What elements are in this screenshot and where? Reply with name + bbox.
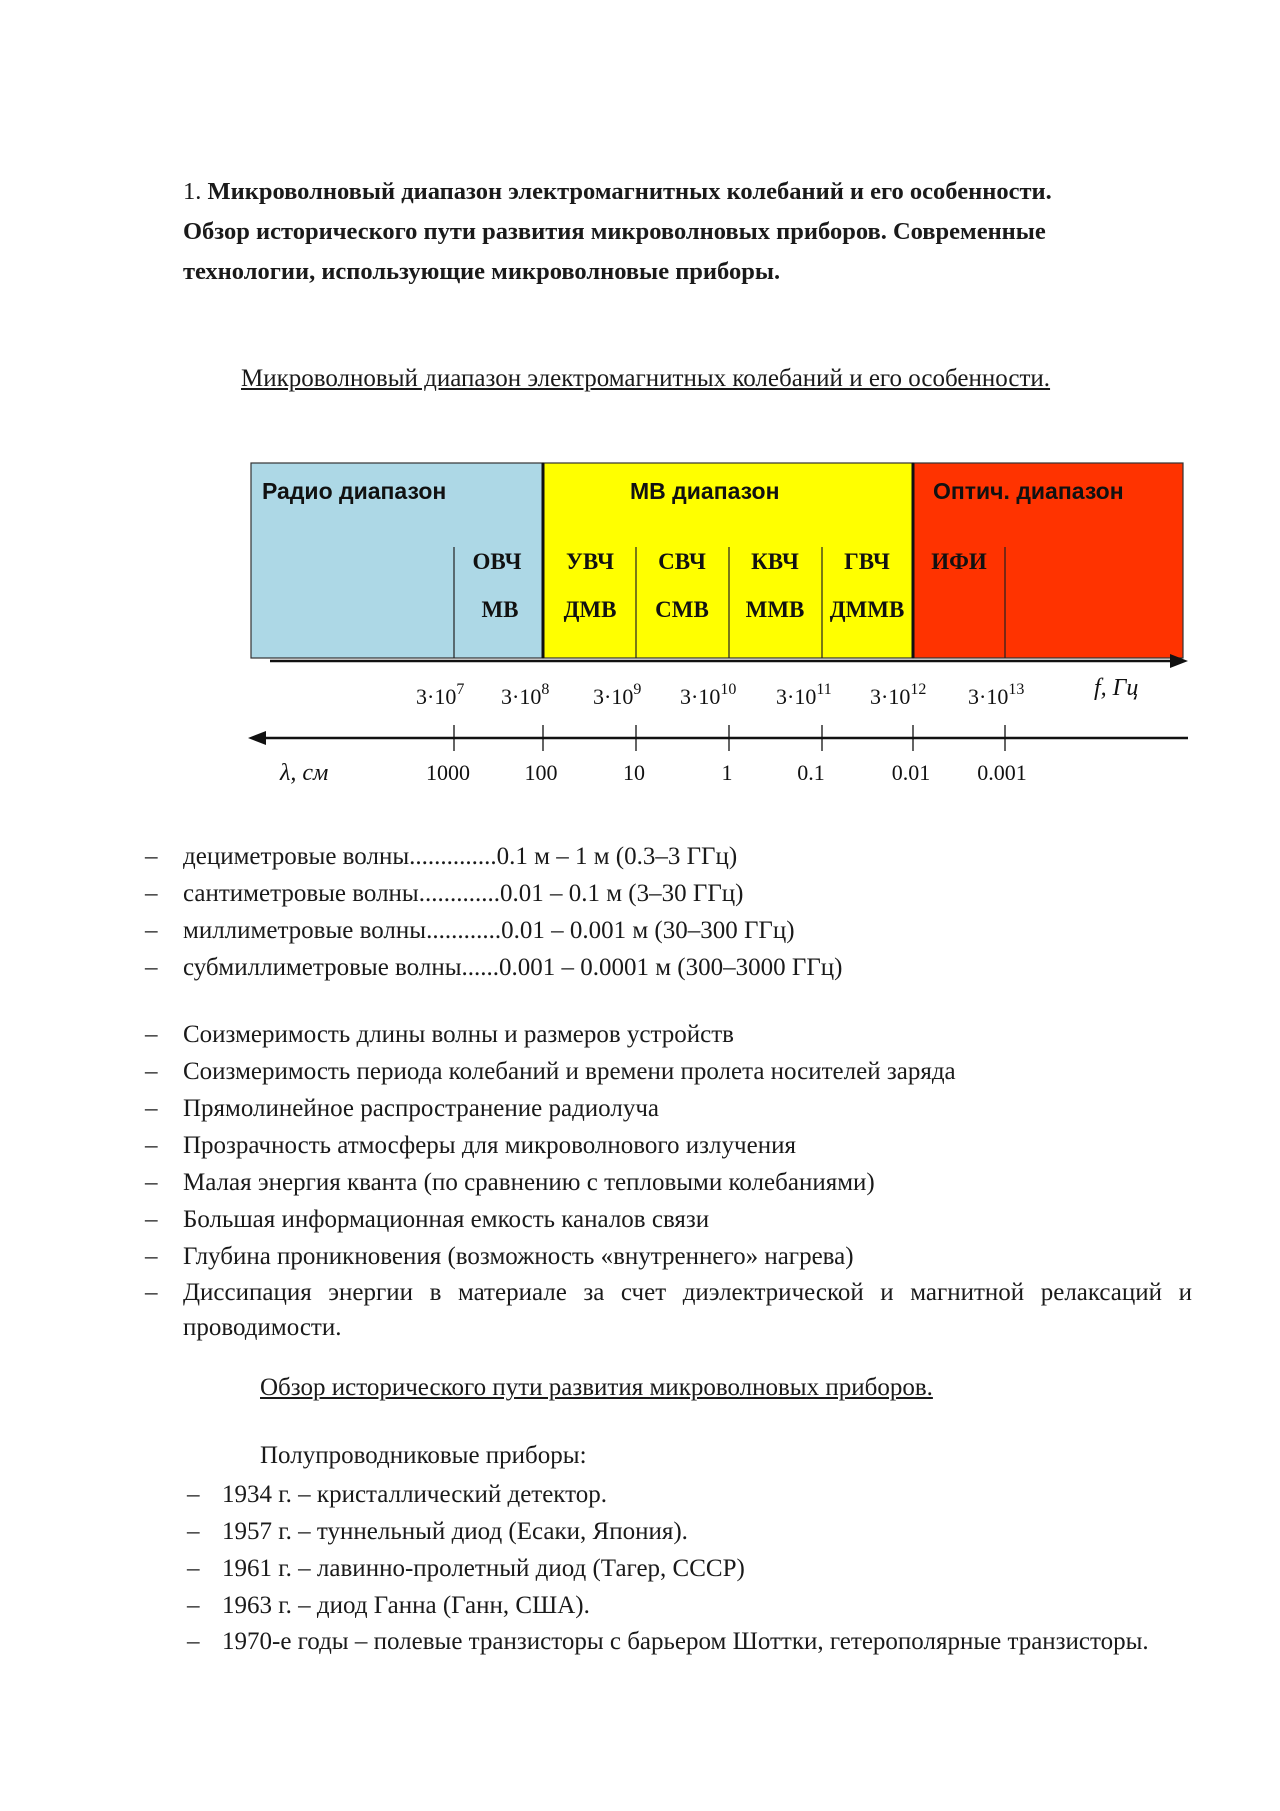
heading-title: Микроволновый диапазон электромагнитных колебаний и его особенности. Обзор исторического пути развития микроволновых приборов. Современные технологии, использующие микроволновые приборы. xyxy=(183,178,1052,285)
band-label-radio: Радио диапазон xyxy=(262,478,447,504)
freq-tick-5: $3\cdot 10^{11}$ xyxy=(776,681,832,709)
wave-tick-7: 0.001 xyxy=(977,760,1027,785)
list-item: – Глубина проникновения (возможность «внутреннего» нагрева) xyxy=(145,1243,854,1270)
band-label-microwave: МВ диапазон xyxy=(630,478,780,504)
history-list xyxy=(187,1476,1192,1659)
section-heading xyxy=(183,172,1103,292)
list-item: – 1963 г. – диод Ганна (Ганн, США). xyxy=(187,1592,590,1619)
subsection-title-microwave-range: Микроволновый диапазон электромагнитных колебаний и его особенности. xyxy=(241,365,1051,392)
semiconductor-intro: Полупроводниковые приборы: xyxy=(260,1442,587,1469)
list-item: – миллиметровые волны............0.01 – 0.001 м (30–300 ГГц) xyxy=(145,917,795,944)
list-item: – Соизмеримость периода колебаний и времени пролета носителей заряда xyxy=(145,1058,956,1085)
frequency-spectrum-diagram xyxy=(240,455,1200,795)
wave-tick-2: 100 xyxy=(524,760,558,785)
subband-bottom-dmmv: ДММВ xyxy=(829,597,905,622)
subband-bottom-smv: СМВ xyxy=(655,597,709,622)
list-item: – 1961 г. – лавинно-пролетный диод (Тагер, СССР) xyxy=(187,1555,745,1582)
subband-top-ifi: ИФИ xyxy=(931,549,987,574)
features-list xyxy=(145,1016,1192,1345)
freq-tick-3: $3\cdot 10^9$ xyxy=(593,681,642,709)
list-item: – сантиметровые волны.............0.01 – 0.1 м (3–30 ГГц) xyxy=(145,880,744,907)
list-item: – дециметровые волны..............0.1 м – 1 м (0.3–3 ГГц) xyxy=(145,843,738,870)
wave-tick-5: 0.1 xyxy=(797,760,825,785)
wave-tick-4: 1 xyxy=(721,760,733,785)
list-item: – Малая энергия кванта (по сравнению с тепловыми колебаниями) xyxy=(145,1169,875,1196)
subband-top-uvch: УВЧ xyxy=(566,549,614,574)
subband-top-gvch: ГВЧ xyxy=(844,549,890,574)
list-item: – 1957 г. – туннельный диод (Есаки, Япония). xyxy=(187,1518,688,1545)
freq-tick-1: $3\cdot 10^7$ xyxy=(416,681,465,709)
list-item: – Большая информационная емкость каналов связи xyxy=(145,1206,710,1233)
wave-tick-1: 1000 xyxy=(426,760,470,785)
list-item: – 1934 г. – кристаллический детектор. xyxy=(187,1481,607,1508)
heading-number: 1. xyxy=(183,178,202,205)
subband-top-kvch: КВЧ xyxy=(751,549,799,574)
list-item: – Диссипация энергии в материале за счет диэлектрической и магнитной релаксаций и проводимости. xyxy=(145,1279,1192,1341)
subband-bottom-dmv: ДМВ xyxy=(563,597,617,622)
list-item: – Соизмеримость длины волны и размеров устройств xyxy=(145,1021,734,1048)
list-item: – субмиллиметровые волны......0.001 – 0.0001 м (300–3000 ГГц) xyxy=(145,954,843,981)
wave-axis-label: λ, см xyxy=(280,760,329,786)
subband-bottom-mmv: ММВ xyxy=(745,597,805,622)
subband-bottom-mv: МВ xyxy=(481,597,519,622)
subband-top-ovch: ОВЧ xyxy=(472,549,522,574)
freq-tick-6: $3\cdot 10^{12}$ xyxy=(870,681,927,709)
wave-ranges-list xyxy=(145,838,1192,986)
subsection-title-history: Обзор исторического пути развития микроволновых приборов. xyxy=(260,1374,933,1401)
freq-tick-4: $3\cdot 10^{10}$ xyxy=(680,681,737,709)
wavelength-axis-arrow-icon xyxy=(248,731,266,745)
wave-tick-6: 0.01 xyxy=(891,760,931,785)
freq-tick-7: $3\cdot 10^{13}$ xyxy=(968,681,1025,709)
list-item: – Прозрачность атмосферы для микроволнового излучения xyxy=(145,1132,796,1159)
wave-tick-3: 10 xyxy=(623,760,645,785)
freq-tick-2: $3\cdot 10^8$ xyxy=(501,681,550,709)
band-label-optical: Оптич. диапазон xyxy=(933,478,1124,504)
list-item: – 1970-е годы – полевые транзисторы с барьером Шоттки, гетерополярные транзисторы. xyxy=(187,1628,1149,1655)
freq-axis-label: f, Гц xyxy=(1094,675,1139,701)
list-item: – Прямолинейное распространение радиолуча xyxy=(145,1095,659,1122)
subband-top-svch: СВЧ xyxy=(658,549,706,574)
